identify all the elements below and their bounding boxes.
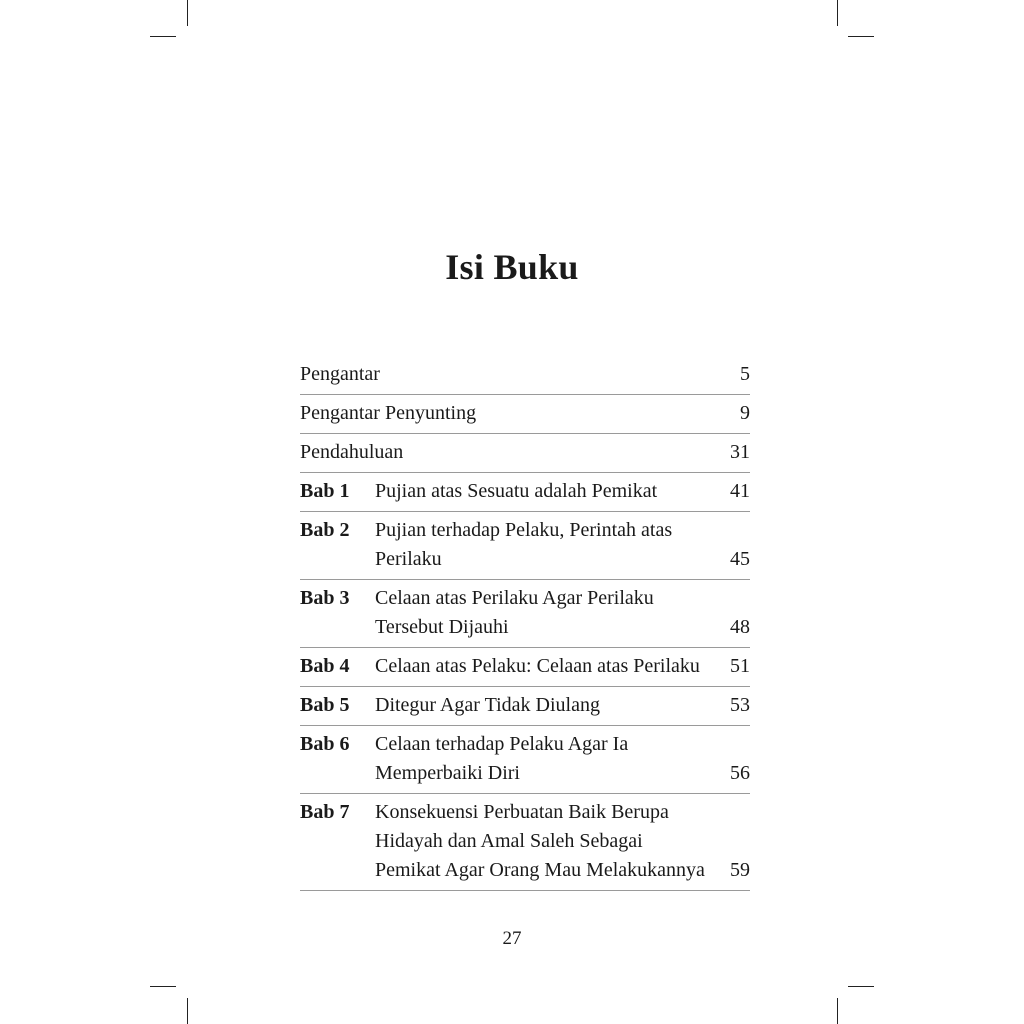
entry-title-line: Pujian atas Sesuatu adalah Pemikat xyxy=(375,480,658,502)
toc-row xyxy=(300,473,750,512)
entry-title-line: Pendahuluan xyxy=(300,441,404,463)
entry-title-line: Celaan terhadap Pelaku Agar Ia xyxy=(375,733,629,755)
toc-row xyxy=(300,726,750,794)
entry-page-number: 56 xyxy=(730,762,750,784)
entry-title xyxy=(300,438,726,467)
entry-page-number: 53 xyxy=(730,694,750,716)
crop-mark xyxy=(187,998,188,1024)
entry-title-line: Perilaku xyxy=(375,548,442,570)
entry-page-number: 9 xyxy=(740,402,750,424)
page-title: Isi Buku xyxy=(445,247,579,287)
toc-row xyxy=(300,395,750,434)
crop-mark xyxy=(837,998,838,1024)
entry-title-line: Hidayah dan Amal Saleh Sebagai xyxy=(375,830,643,852)
entry-page-number: 5 xyxy=(740,363,750,385)
crop-mark xyxy=(848,36,874,37)
crop-mark xyxy=(837,0,838,26)
page-number: 27 xyxy=(502,928,522,949)
entry-title-line: Memperbaiki Diri xyxy=(375,762,520,784)
entry-page-number: 41 xyxy=(730,480,750,502)
entry-title xyxy=(375,798,726,885)
entry-title xyxy=(375,516,726,574)
toc-row xyxy=(300,356,750,395)
entry-title-line: Pengantar Penyunting xyxy=(300,402,477,424)
entry-title xyxy=(375,691,726,720)
entry-title-line: Pengantar xyxy=(300,363,380,385)
entry-title xyxy=(300,399,736,428)
chapter-label: Bab 2 xyxy=(300,519,350,541)
toc-row xyxy=(300,648,750,687)
entry-title-line: Tersebut Dijauhi xyxy=(375,616,509,638)
toc-row xyxy=(300,687,750,726)
entry-title xyxy=(375,730,726,788)
entry-title-line: Ditegur Agar Tidak Diulang xyxy=(375,694,600,716)
chapter-label: Bab 4 xyxy=(300,655,350,677)
crop-mark xyxy=(150,986,176,987)
entry-page-number: 45 xyxy=(730,548,750,570)
entry-title-line: Pujian terhadap Pelaku, Perintah atas xyxy=(375,519,673,541)
crop-mark xyxy=(848,986,874,987)
chapter-label: Bab 7 xyxy=(300,801,350,823)
entry-page-number: 48 xyxy=(730,616,750,638)
entry-title-line: Celaan atas Pelaku: Celaan atas Perilaku xyxy=(375,655,700,677)
chapter-label: Bab 1 xyxy=(300,480,350,502)
chapter-label: Bab 3 xyxy=(300,587,350,609)
crop-mark xyxy=(150,36,176,37)
entry-title xyxy=(375,477,726,506)
toc-row xyxy=(300,580,750,648)
table-of-contents xyxy=(300,356,750,891)
entry-title-line: Pemikat Agar Orang Mau Melakukannya xyxy=(375,859,705,881)
entry-title xyxy=(375,584,726,642)
chapter-label: Bab 5 xyxy=(300,694,350,716)
entry-title-line: Celaan atas Perilaku Agar Perilaku xyxy=(375,587,654,609)
toc-row xyxy=(300,434,750,473)
toc-row xyxy=(300,512,750,580)
entry-title xyxy=(375,652,726,681)
entry-page-number: 51 xyxy=(730,655,750,677)
toc-row xyxy=(300,794,750,891)
entry-page-number: 31 xyxy=(730,441,750,463)
entry-title-line: Konsekuensi Perbuatan Baik Berupa xyxy=(375,801,669,823)
crop-mark xyxy=(187,0,188,26)
chapter-label: Bab 6 xyxy=(300,733,350,755)
entry-page-number: 59 xyxy=(730,859,750,881)
entry-title xyxy=(300,360,736,389)
